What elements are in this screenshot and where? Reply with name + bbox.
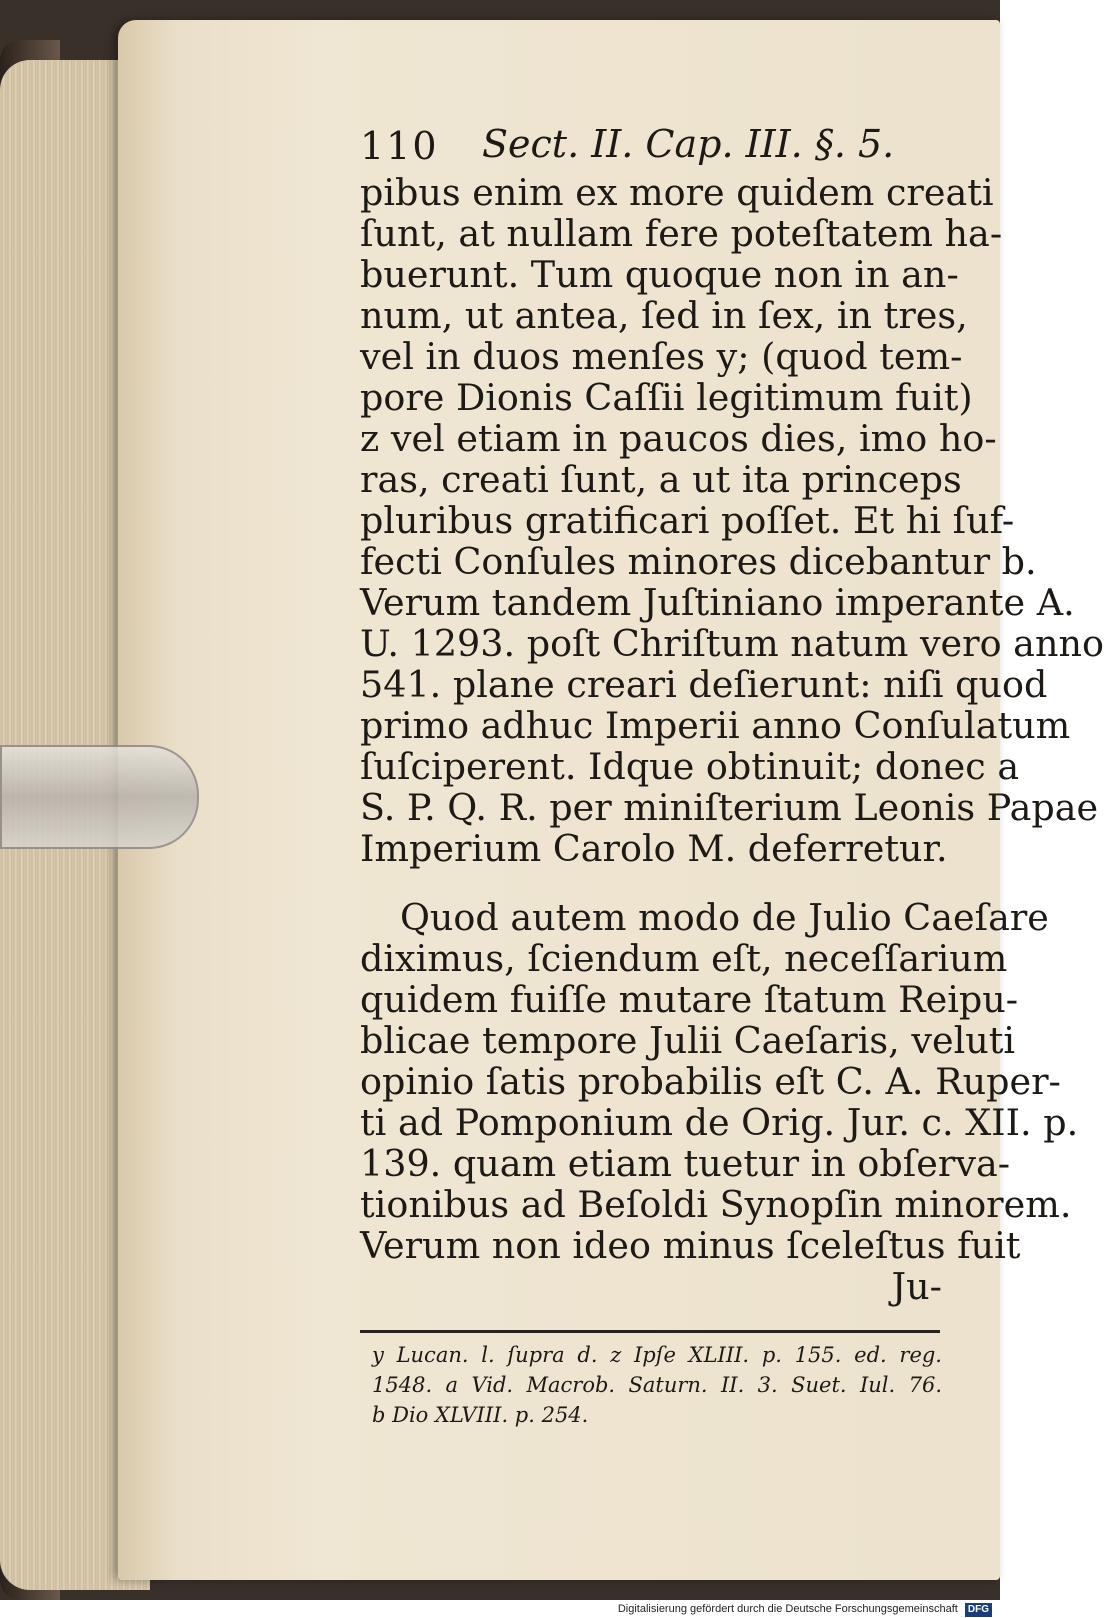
text-line: diximus, ſciendum eſt, neceſſarium [360,937,1008,980]
footnote-line: b Dio XLVIII. p. 254. [372,1403,589,1427]
text-line: fecti Conſules minores dicebantur b. [360,540,1037,583]
text-line: Quod autem modo de Julio Caeſare [400,896,1049,939]
running-head-title: Sect. II. Cap. III. §. 5. [482,122,895,166]
footnote-rule [360,1330,940,1333]
text-line: blicae tempore Julii Caeſaris, veluti [360,1019,1016,1062]
text-line: 139. quam etiam tuetur in obſerva- [360,1142,1011,1185]
text-line: pibus enim ex more quidem creati [360,171,994,214]
text-line: ti ad Pomponium de Orig. Jur. c. XII. p. [360,1101,1079,1144]
text-line: num, ut antea, ſed in ſex, in tres, [360,294,968,337]
text-line: 541. plane creari deſierunt: niſi quod [360,663,1048,706]
footnote-line: 1548. a Vid. Macrob. Saturn. II. 3. Suet. Iul. 76. [372,1373,942,1397]
text-line: U. 1293. poſt Chriſtum natum vero anno [360,622,1104,665]
text-line: Verum tandem Juſtiniano imperante A. [360,581,1075,624]
text-line: quidem fuiſſe mutare ſtatum Reipu- [360,978,1019,1021]
text-line: pore Dionis Caſſii legitimum fuit) [360,376,973,419]
page-number: 110 [360,124,439,168]
page-clip [0,745,199,849]
text-line: Imperium Carolo M. deferretur. [360,827,948,870]
digitization-credit [618,1600,992,1618]
text-line: vel in duos menſes y; (quod tem- [360,335,963,378]
catchword: Ju- [891,1265,942,1308]
text-line: opinio ſatis probabilis eſt C. A. Ruper- [360,1060,1061,1103]
text-line: S. P. Q. R. per miniſterium Leonis Papae [360,786,1099,829]
text-line: ſunt, at nullam fere poteſtatem ha- [360,212,1003,255]
text-line: ſuſciperent. Idque obtinuit; donec a [360,745,1020,788]
credit-text: Digitalisierung gefördert durch die Deutsche Forschungsgemeinschaft [617,1603,958,1615]
dfg-logo-icon: DFG [965,1603,992,1617]
footnotes [372,1340,942,1430]
paragraph-gap [360,869,942,897]
text-line: pluribus gratificari poſſet. Et hi ſuf- [360,499,1015,542]
running-header [360,118,960,178]
footnote-line: y Lucan. l. ſupra d. z Ipſe XLIII. p. 155. ed. reg. [372,1343,942,1367]
text-line: primo adhuc Imperii anno Conſulatum [360,704,1071,747]
main-text [360,171,1104,1308]
text-line: tionibus ad Beſoldi Synopſin minorem. [360,1183,1072,1226]
text-line: buerunt. Tum quoque non in an- [360,253,959,296]
text-line: ras, creati ſunt, a ut ita princeps [360,458,962,501]
text-line: z vel etiam in paucos dies, imo ho- [360,417,997,460]
text-line: Verum non ideo minus ſceleſtus fuit [360,1224,1021,1267]
